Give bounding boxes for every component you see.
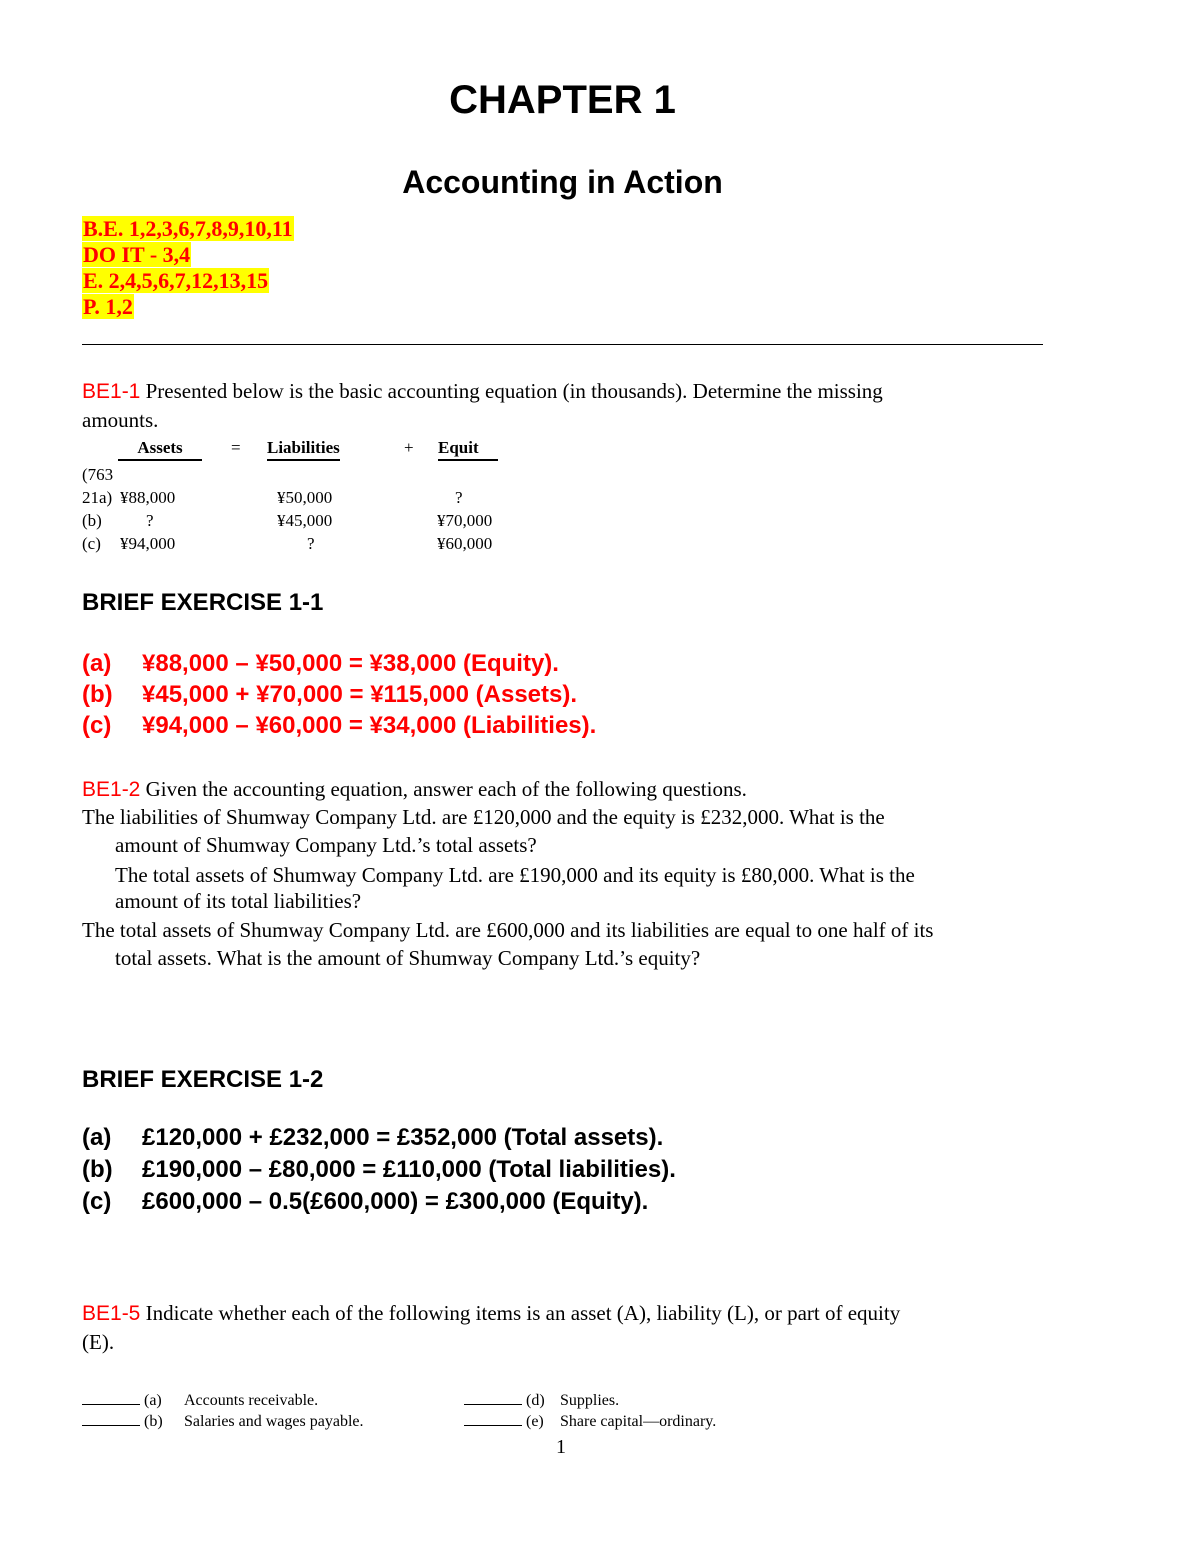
- table-header-equals: =: [231, 438, 241, 457]
- page-number: 1: [556, 1436, 566, 1458]
- question-line: The total assets of Shumway Company Ltd. are £600,000 and its liabilities are equal to one half of its: [82, 918, 934, 942]
- assignment-line: P. 1,2: [83, 294, 133, 319]
- equation-table: Assets = Liabilities + Equit (763 21a) ¥88,000 ¥50,000 ? (b) ? ¥45,000 ¥70,000 (c) ¥94,000 ? ¥60,000: [82, 438, 522, 558]
- answer-blank[interactable]: [464, 1404, 522, 1405]
- be1-5-code: BE1-5: [82, 1302, 141, 1325]
- answer-line: (b) £190,000 – £80,000 = £110,000 (Total liabilities).: [82, 1156, 676, 1183]
- brief-exercise-1-1-heading: BRIEF EXERCISE 1-1: [82, 589, 324, 616]
- question-line: total assets. What is the amount of Shumway Company Ltd.’s equity?: [115, 946, 701, 970]
- answer-blank[interactable]: [82, 1425, 140, 1426]
- answer-blank[interactable]: [82, 1404, 140, 1405]
- question-line: amount of Shumway Company Ltd.’s total assets?: [115, 833, 537, 857]
- question-line: The total assets of Shumway Company Ltd. are £190,000 and its equity is £80,000. What is the: [115, 863, 915, 887]
- answer-line: (a) £120,000 + £232,000 = £352,000 (Total assets).: [82, 1124, 664, 1151]
- table-row-fragment: (763: [82, 465, 114, 484]
- brief-exercise-1-2-heading: BRIEF EXERCISE 1-2: [82, 1066, 324, 1093]
- be1-2-code: BE1-2: [82, 778, 141, 801]
- classification-item: (a) Accounts receivable.: [82, 1392, 318, 1410]
- table-header-plus: +: [404, 438, 414, 457]
- table-header-liabilities: Liabilities: [267, 438, 340, 461]
- be1-1-prompt-cont: amounts.: [82, 408, 159, 432]
- chapter-subtitle: Accounting in Action: [402, 164, 723, 200]
- divider: [82, 344, 1043, 345]
- question-line: amount of its total liabilities?: [115, 889, 362, 913]
- be1-1-code: BE1-1: [82, 380, 141, 403]
- assignment-line: B.E. 1,2,3,6,7,8,9,10,11: [83, 216, 293, 241]
- be1-5-prompt-cont: (E).: [82, 1330, 115, 1354]
- table-header-assets: Assets: [118, 438, 202, 461]
- answer-line: (b) ¥45,000 + ¥70,000 = ¥115,000 (Assets).: [82, 681, 578, 708]
- answer-line: (c) £600,000 – 0.5(£600,000) = £300,000 (Equity).: [82, 1188, 649, 1215]
- answer-blank[interactable]: [464, 1425, 522, 1426]
- assignment-line: DO IT - 3,4: [83, 242, 191, 267]
- answer-line: (c) ¥94,000 – ¥60,000 = ¥34,000 (Liabilities).: [82, 712, 597, 739]
- question-line: The liabilities of Shumway Company Ltd. are £120,000 and the equity is £232,000. What is the: [82, 805, 885, 829]
- assignment-line: E. 2,4,5,6,7,12,13,15: [83, 268, 269, 293]
- table-header-equity: Equit: [438, 438, 498, 461]
- classification-item: (e) Share capital—ordinary.: [464, 1413, 716, 1431]
- be1-1-prompt: BE1-1 Presented below is the basic accounting equation (in thousands). Determine the missing: [82, 379, 883, 403]
- be1-2-prompt: BE1-2 Given the accounting equation, answer each of the following questions.: [82, 777, 747, 801]
- assignment-list: [82, 216, 294, 320]
- answer-line: (a) ¥88,000 – ¥50,000 = ¥38,000 (Equity).: [82, 650, 559, 677]
- classification-item: (d) Supplies.: [464, 1392, 619, 1410]
- chapter-title: CHAPTER 1: [449, 78, 676, 122]
- classification-item: (b) Salaries and wages payable.: [82, 1413, 363, 1431]
- be1-5-prompt: BE1-5 Indicate whether each of the following items is an asset (A), liability (L), or part of equity: [82, 1301, 901, 1325]
